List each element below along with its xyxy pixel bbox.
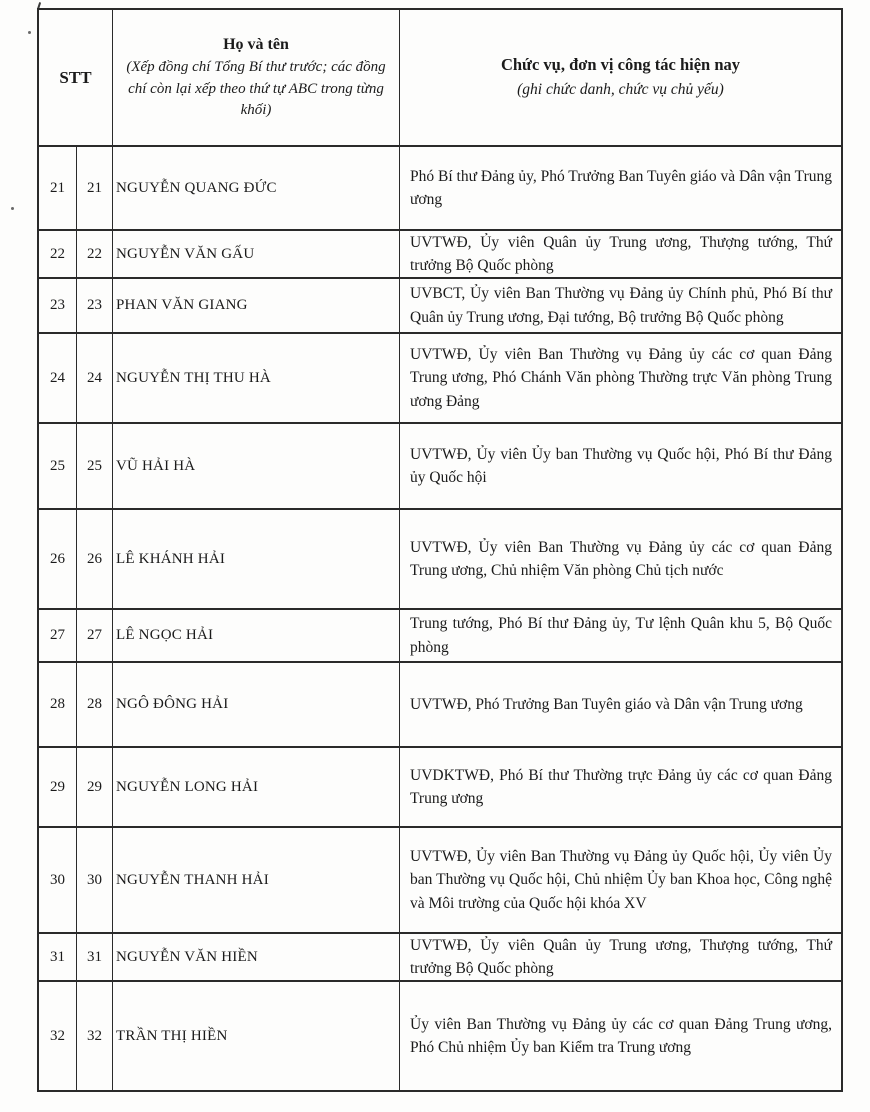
table-row-25 bbox=[39, 424, 841, 510]
position-cell bbox=[400, 934, 841, 980]
table-row-29 bbox=[39, 748, 841, 828]
name-cell bbox=[113, 231, 400, 277]
position-text: UVTWĐ, Ủy viên Ban Thường vụ Đảng ủy Quốc hội, Ủy viên Ủy ban Thường vụ Quốc hội, Chủ nhiệm Ủy ban Khoa học, Công nghệ và Môi trường của Quốc hội khóa XV bbox=[410, 848, 832, 912]
position-text: UVTWĐ, Ủy viên Ban Thường vụ Đảng ủy các cơ quan Đảng Trung ương, Chủ nhiệm Văn phòng Chủ tịch nước bbox=[410, 538, 832, 579]
stt2-cell: 25 bbox=[77, 424, 113, 508]
stt2-cell: 31 bbox=[77, 934, 113, 980]
name-cell bbox=[113, 424, 400, 508]
stt-cell: 26 bbox=[39, 510, 77, 608]
name-cell bbox=[113, 982, 400, 1090]
name-text: LÊ KHÁNH HẢI bbox=[116, 550, 226, 567]
table-row-27 bbox=[39, 610, 841, 663]
position-cell bbox=[400, 147, 841, 229]
stt-header-cell: STT bbox=[39, 10, 113, 145]
position-text: UVDKTWĐ, Phó Bí thư Thường trực Đảng ủy các cơ quan Đảng Trung ương bbox=[410, 766, 832, 807]
name-text: NGUYỄN QUANG ĐỨC bbox=[116, 179, 277, 196]
name-header-title: Họ và tên bbox=[223, 35, 289, 53]
stt2-cell: 26 bbox=[77, 510, 113, 608]
name-cell bbox=[113, 147, 400, 229]
position-cell bbox=[400, 334, 841, 422]
stt-cell: 21 bbox=[39, 147, 77, 229]
position-header-note: (ghi chức danh, chức vụ chủ yếu) bbox=[517, 81, 724, 99]
name-cell bbox=[113, 334, 400, 422]
position-cell bbox=[400, 610, 841, 661]
position-cell bbox=[400, 828, 841, 932]
name-cell bbox=[113, 610, 400, 661]
stt2-cell: 29 bbox=[77, 748, 113, 826]
position-text: UVTWĐ, Ủy viên Ủy ban Thường vụ Quốc hội, Phó Bí thư Đảng ủy Quốc hội bbox=[410, 445, 832, 486]
stt2-cell: 21 bbox=[77, 147, 113, 229]
scan-speck bbox=[11, 207, 14, 210]
stt-cell: 22 bbox=[39, 231, 77, 277]
table-row-30 bbox=[39, 828, 841, 934]
stt2-cell: 23 bbox=[77, 279, 113, 332]
table-row-26 bbox=[39, 510, 841, 610]
stt-cell: 23 bbox=[39, 279, 77, 332]
table-row-23 bbox=[39, 279, 841, 334]
stt-cell: 29 bbox=[39, 748, 77, 826]
table-row-24 bbox=[39, 334, 841, 424]
name-text: VŨ HẢI HÀ bbox=[116, 457, 196, 474]
name-cell bbox=[113, 663, 400, 746]
position-cell bbox=[400, 424, 841, 508]
name-text: NGUYỄN VĂN GẤU bbox=[116, 245, 255, 262]
stt2-cell: 27 bbox=[77, 610, 113, 661]
stt-cell: 28 bbox=[39, 663, 77, 746]
position-header-title: Chức vụ, đơn vị công tác hiện nay bbox=[500, 55, 741, 75]
name-text: PHAN VĂN GIANG bbox=[116, 297, 248, 314]
table-row-21 bbox=[39, 147, 841, 231]
stt2-cell: 28 bbox=[77, 663, 113, 746]
stt-cell: 30 bbox=[39, 828, 77, 932]
name-cell bbox=[113, 748, 400, 826]
stt-cell: 31 bbox=[39, 934, 77, 980]
table-row-22 bbox=[39, 231, 841, 279]
position-text: UVTWĐ, Ủy viên Quân ủy Trung ương, Thượng tướng, Thứ trưởng Bộ Quốc phòng bbox=[410, 936, 832, 977]
position-text: UVTWĐ, Ủy viên Quân ủy Trung ương, Thượng tướng, Thứ trưởng Bộ Quốc phòng bbox=[410, 233, 832, 274]
stt-cell: 27 bbox=[39, 610, 77, 661]
scan-speck bbox=[28, 31, 31, 34]
stt-cell: 32 bbox=[39, 982, 77, 1090]
name-cell bbox=[113, 279, 400, 332]
position-text: UVTWĐ, Phó Trưởng Ban Tuyên giáo và Dân vận Trung ương bbox=[410, 695, 803, 713]
position-cell bbox=[400, 279, 841, 332]
position-header-cell bbox=[400, 10, 841, 145]
table-row-31 bbox=[39, 934, 841, 982]
name-cell bbox=[113, 828, 400, 932]
position-cell bbox=[400, 663, 841, 746]
position-cell bbox=[400, 510, 841, 608]
position-cell bbox=[400, 231, 841, 277]
table-row-28 bbox=[39, 663, 841, 748]
table-row-32 bbox=[39, 982, 841, 1090]
officials-table bbox=[37, 8, 843, 1092]
position-text: Ủy viên Ban Thường vụ Đảng ủy các cơ quan Đảng Trung ương, Phó Chủ nhiệm Ủy ban Kiểm tra Trung ương bbox=[410, 1015, 832, 1056]
position-text: UVTWĐ, Ủy viên Ban Thường vụ Đảng ủy các cơ quan Đảng Trung ương, Phó Chánh Văn phòng Thường trực Văn phòng Trung ương Đảng bbox=[410, 346, 832, 410]
name-header-cell bbox=[113, 10, 400, 145]
name-text: NGUYỄN THANH HẢI bbox=[116, 871, 269, 888]
position-cell bbox=[400, 982, 841, 1090]
position-cell bbox=[400, 748, 841, 826]
name-text: LÊ NGỌC HẢI bbox=[116, 627, 214, 644]
position-text: UVBCT, Ủy viên Ban Thường vụ Đảng ủy Chính phủ, Phó Bí thư Quân ủy Trung ương, Đại tướng, Bộ trưởng Bộ Quốc phòng bbox=[410, 285, 832, 326]
name-cell bbox=[113, 510, 400, 608]
name-header-note: (Xếp đồng chí Tổng Bí thư trước; các đồng chí còn lại xếp theo thứ tự ABC trong từng khối) bbox=[126, 58, 386, 119]
name-text: NGUYỄN LONG HẢI bbox=[116, 778, 259, 795]
stt2-cell: 24 bbox=[77, 334, 113, 422]
name-text: NGÔ ĐÔNG HẢI bbox=[116, 696, 229, 713]
table-header-row bbox=[39, 10, 841, 147]
stt2-cell: 32 bbox=[77, 982, 113, 1090]
name-text: NGUYỄN VĂN HIỀN bbox=[116, 948, 258, 965]
stt2-cell: 30 bbox=[77, 828, 113, 932]
position-text: Trung tướng, Phó Bí thư Đảng ủy, Tư lệnh Quân khu 5, Bộ Quốc phòng bbox=[410, 615, 832, 656]
stt2-cell: 22 bbox=[77, 231, 113, 277]
stt-cell: 24 bbox=[39, 334, 77, 422]
position-text: Phó Bí thư Đảng ủy, Phó Trưởng Ban Tuyên giáo và Dân vận Trung ương bbox=[410, 167, 832, 208]
name-text: NGUYỄN THỊ THU HÀ bbox=[116, 369, 271, 386]
name-text: TRẦN THỊ HIỀN bbox=[116, 1027, 228, 1044]
stt-cell: 25 bbox=[39, 424, 77, 508]
name-cell bbox=[113, 934, 400, 980]
